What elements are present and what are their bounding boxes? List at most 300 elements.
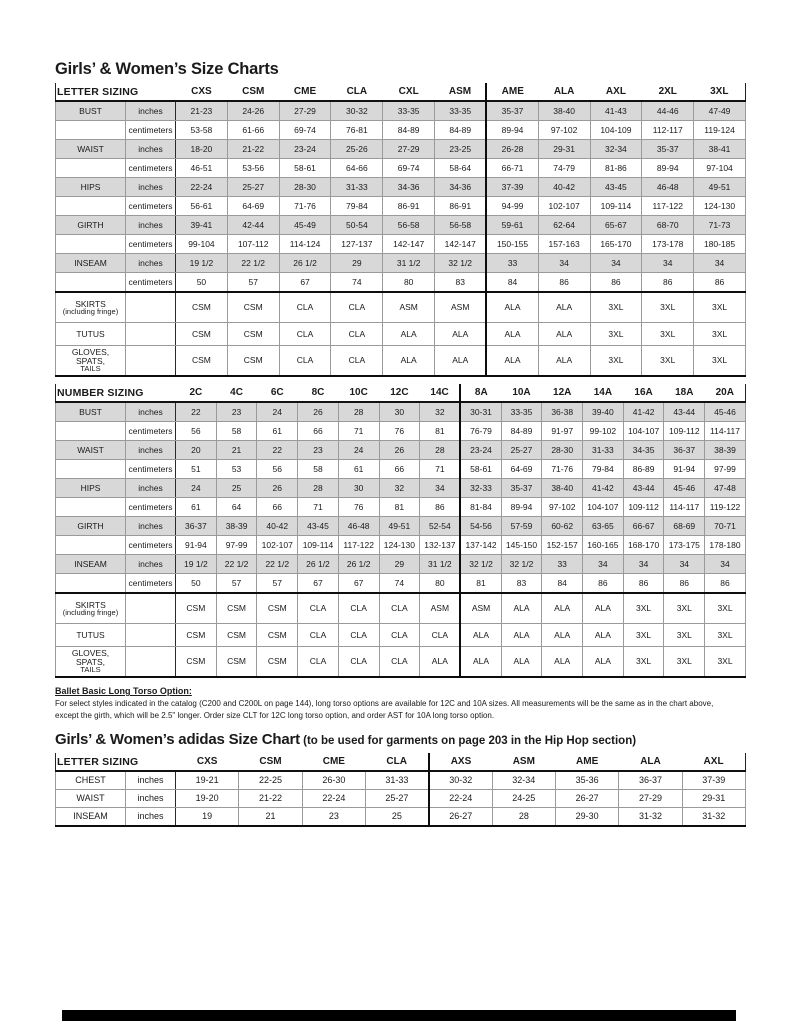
size-cell: 68-69	[664, 517, 705, 536]
unit-label: inches	[126, 790, 176, 808]
size-cell: 173-175	[664, 536, 705, 555]
size-cell: 50-54	[331, 216, 383, 235]
size-cell: 22	[176, 402, 217, 422]
size-cell: ALA	[542, 624, 583, 647]
size-cell: 23-25	[435, 140, 487, 159]
size-cell: 173-178	[642, 235, 694, 254]
size-cell: 28	[420, 441, 461, 460]
size-cell: 43-44	[623, 479, 664, 498]
unit-label	[126, 323, 176, 346]
size-cell: 3XL	[590, 323, 642, 346]
letter-sizing-section	[55, 83, 745, 377]
size-cell: 91-94	[176, 536, 217, 555]
size-cell: 66	[379, 460, 420, 479]
size-cell: CLA	[379, 624, 420, 647]
unit-label: inches	[126, 140, 176, 159]
size-cell: 29	[331, 254, 383, 273]
unit-label: inches	[126, 216, 176, 235]
row-label: WAIST	[56, 140, 126, 159]
size-cell: CSM	[216, 647, 257, 678]
column-header: 6C	[257, 384, 298, 402]
size-cell: 3XL	[642, 323, 694, 346]
size-cell: 37-39	[682, 771, 745, 790]
size-cell: 114-117	[705, 422, 746, 441]
adidas-sizing-table	[55, 753, 746, 827]
size-cell: CLA	[279, 346, 331, 377]
row-label	[56, 460, 126, 479]
size-cell: 32	[420, 402, 461, 422]
size-cell: 74	[379, 574, 420, 594]
size-cell: 31-33	[366, 771, 429, 790]
row-label: SKIRTS (including fringe)	[56, 593, 126, 624]
size-cell: 86-91	[383, 197, 435, 216]
size-cell: 38-40	[542, 479, 583, 498]
size-cell: 21-22	[227, 140, 279, 159]
size-cell: 89-94	[642, 159, 694, 178]
unit-label: centimeters	[126, 273, 176, 293]
unit-label: inches	[126, 101, 176, 121]
size-cell: 53	[216, 460, 257, 479]
column-header: ALA	[619, 753, 682, 771]
size-cell: 66-67	[623, 517, 664, 536]
size-cell: CSM	[227, 292, 279, 323]
size-cell: 56-61	[176, 197, 228, 216]
size-cell: 30-32	[429, 771, 492, 790]
row-label	[56, 536, 126, 555]
row-label: HIPS	[56, 479, 126, 498]
column-header: AME	[555, 753, 618, 771]
row-label	[56, 235, 126, 254]
ballet-long-torso-note	[55, 685, 745, 721]
size-cell: 36-37	[664, 441, 705, 460]
size-cell: CSM	[227, 323, 279, 346]
size-cell: 25-27	[366, 790, 429, 808]
size-cell: 22-24	[429, 790, 492, 808]
size-cell: 23-24	[279, 140, 331, 159]
size-cell: 46-48	[642, 178, 694, 197]
size-cell: 3XL	[705, 647, 746, 678]
size-cell: 56-58	[383, 216, 435, 235]
unit-label	[126, 624, 176, 647]
column-header: CXL	[383, 83, 435, 101]
row-label: INSEAM	[56, 808, 126, 827]
size-cell: 67	[279, 273, 331, 293]
size-cell: 43-45	[590, 178, 642, 197]
row-label: HIPS	[56, 178, 126, 197]
size-cell: 66	[257, 498, 298, 517]
table-header-label: LETTER SIZING	[56, 83, 176, 101]
unit-label: inches	[126, 771, 176, 790]
size-cell: CLA	[338, 593, 379, 624]
size-cell: 26 1/2	[279, 254, 331, 273]
size-cell: CSM	[257, 647, 298, 678]
size-cell: 53-56	[227, 159, 279, 178]
size-cell: 71-76	[542, 460, 583, 479]
size-cell: 150-155	[486, 235, 538, 254]
unit-label: inches	[126, 517, 176, 536]
size-cell: 81	[460, 574, 501, 594]
size-cell: 46-51	[176, 159, 228, 178]
size-cell: CLA	[379, 647, 420, 678]
size-cell: 26-30	[302, 771, 365, 790]
size-cell: 26	[298, 402, 339, 422]
size-cell: 34	[642, 254, 694, 273]
size-cell: CSM	[216, 593, 257, 624]
size-cell: 71	[298, 498, 339, 517]
size-cell: 29-31	[682, 790, 745, 808]
row-label	[56, 422, 126, 441]
size-cell: 83	[501, 574, 542, 594]
size-cell: 86	[694, 273, 746, 293]
column-header: CLA	[366, 753, 429, 771]
size-cell: CLA	[298, 647, 339, 678]
size-cell: 28-30	[279, 178, 331, 197]
size-cell: 57-59	[501, 517, 542, 536]
size-cell: 28	[338, 402, 379, 422]
size-cell: 81-84	[460, 498, 501, 517]
size-cell: 41-42	[583, 479, 624, 498]
size-cell: 34	[420, 479, 461, 498]
size-cell: ALA	[501, 624, 542, 647]
size-cell: 28	[298, 479, 339, 498]
size-cell: 66-71	[486, 159, 538, 178]
size-cell: 109-112	[664, 422, 705, 441]
adidas-sizing-section	[55, 753, 745, 827]
row-sublabel: (including fringe)	[62, 306, 119, 316]
size-cell: ALA	[486, 346, 538, 377]
size-cell: 28	[492, 808, 555, 827]
size-cell: 34	[623, 555, 664, 574]
size-cell: 42-44	[227, 216, 279, 235]
size-cell: 165-170	[590, 235, 642, 254]
size-cell: 89-94	[486, 121, 538, 140]
size-cell: 69-74	[383, 159, 435, 178]
size-cell: 26-27	[429, 808, 492, 827]
size-cell: ALA	[460, 624, 501, 647]
size-cell: 31 1/2	[420, 555, 461, 574]
size-cell: 3XL	[694, 292, 746, 323]
unit-label: inches	[126, 479, 176, 498]
size-cell: 54-56	[460, 517, 501, 536]
size-cell: 34	[583, 555, 624, 574]
size-cell: 76-81	[331, 121, 383, 140]
size-cell: CLA	[420, 624, 461, 647]
size-cell: 124-130	[694, 197, 746, 216]
size-cell: ALA	[538, 323, 590, 346]
size-cell: ALA	[542, 647, 583, 678]
size-cell: 23-24	[460, 441, 501, 460]
size-cell: 142-147	[383, 235, 435, 254]
size-cell: 86-91	[435, 197, 487, 216]
unit-label: centimeters	[126, 460, 176, 479]
row-sublabel: (including fringe)	[62, 607, 119, 617]
size-cell: 71	[338, 422, 379, 441]
size-cell: 70-71	[705, 517, 746, 536]
unit-label: centimeters	[126, 536, 176, 555]
size-cell: 84-89	[383, 121, 435, 140]
size-cell: CLA	[331, 323, 383, 346]
size-cell: 89-94	[501, 498, 542, 517]
size-cell: 3XL	[642, 346, 694, 377]
number-sizing-section	[55, 384, 745, 678]
size-cell: 86	[538, 273, 590, 293]
size-cell: 79-84	[331, 197, 383, 216]
size-cell: 34	[538, 254, 590, 273]
adidas-chart-title-main: Girls’ & Women’s adidas Size Chart	[55, 731, 300, 749]
row-label	[56, 574, 126, 594]
size-cell: 52-54	[420, 517, 461, 536]
size-cell: 33-35	[435, 101, 487, 121]
size-cell: 3XL	[664, 593, 705, 624]
size-cell: 23	[216, 402, 257, 422]
row-label	[56, 159, 126, 178]
table-header-label: LETTER SIZING	[56, 753, 176, 771]
size-cell: 30-32	[331, 101, 383, 121]
unit-label: inches	[126, 441, 176, 460]
size-cell: ALA	[501, 593, 542, 624]
size-cell: ALA	[583, 624, 624, 647]
size-cell: 57	[227, 273, 279, 293]
size-cell: 3XL	[694, 346, 746, 377]
size-cell: 30	[379, 402, 420, 422]
unit-label: centimeters	[126, 235, 176, 254]
size-cell: 21-22	[239, 790, 302, 808]
size-cell: 53-58	[176, 121, 228, 140]
size-cell: 27-29	[279, 101, 331, 121]
column-header: 3XL	[694, 83, 746, 101]
size-cell: 57	[216, 574, 257, 594]
size-cell: 36-38	[542, 402, 583, 422]
size-cell: 41-42	[623, 402, 664, 422]
size-cell: 3XL	[590, 292, 642, 323]
size-cell: 25	[216, 479, 257, 498]
column-header: CXS	[176, 83, 228, 101]
size-cell: ALA	[583, 593, 624, 624]
column-header: 12C	[379, 384, 420, 402]
size-cell: 62-64	[538, 216, 590, 235]
size-cell: ALA	[486, 292, 538, 323]
size-cell: 3XL	[705, 593, 746, 624]
size-cell: 3XL	[623, 624, 664, 647]
size-cell: 81	[379, 498, 420, 517]
size-cell: 99-104	[176, 235, 228, 254]
size-cell: 25-26	[331, 140, 383, 159]
size-cell: 74-79	[538, 159, 590, 178]
size-cell: 58-61	[279, 159, 331, 178]
size-cell: CSM	[176, 346, 228, 377]
unit-label	[126, 346, 176, 377]
size-cell: 35-37	[642, 140, 694, 159]
size-cell: 124-130	[379, 536, 420, 555]
size-cell: 97-99	[705, 460, 746, 479]
size-cell: 31-32	[682, 808, 745, 827]
size-cell: 26 1/2	[298, 555, 339, 574]
size-cell: 65-67	[590, 216, 642, 235]
size-cell: 38-39	[705, 441, 746, 460]
row-label: INSEAM	[56, 555, 126, 574]
size-cell: 19	[176, 808, 239, 827]
size-cell: 119-122	[705, 498, 746, 517]
size-cell: 25-27	[501, 441, 542, 460]
adidas-chart-title-sub: (to be used for garments on page 203 in the Hip Hop section)	[299, 735, 637, 748]
size-cell: 91-97	[542, 422, 583, 441]
size-cell: 56-58	[435, 216, 487, 235]
size-cell: 64	[216, 498, 257, 517]
note-line-1: For select styles indicated in the catalog (C200 and C200L on page 144), long torso options are available for 12C and 10A sizes. All measurements will be the same as in the chart above,	[55, 699, 714, 709]
size-cell: 160-165	[583, 536, 624, 555]
size-cell: 45-46	[705, 402, 746, 422]
row-label: GIRTH	[56, 216, 126, 235]
size-cell: 56	[176, 422, 217, 441]
size-cell: ASM	[435, 292, 487, 323]
size-cell: 117-122	[642, 197, 694, 216]
size-cell: ASM	[383, 292, 435, 323]
column-header: 8A	[460, 384, 501, 402]
column-header: 14A	[583, 384, 624, 402]
unit-label: inches	[126, 555, 176, 574]
row-label	[56, 273, 126, 293]
size-cell: 64-66	[331, 159, 383, 178]
unit-label: inches	[126, 402, 176, 422]
size-cell: 24-25	[492, 790, 555, 808]
size-cell: ALA	[538, 292, 590, 323]
size-cell: 81	[420, 422, 461, 441]
size-cell: ALA	[435, 323, 487, 346]
column-header: AXS	[429, 753, 492, 771]
size-cell: 3XL	[590, 346, 642, 377]
size-cell: 32 1/2	[435, 254, 487, 273]
column-header: ASM	[435, 83, 487, 101]
size-cell: 3XL	[623, 647, 664, 678]
size-cell: CSM	[227, 346, 279, 377]
size-cell: 23	[302, 808, 365, 827]
row-label: GIRTH	[56, 517, 126, 536]
size-cell: ALA	[486, 323, 538, 346]
size-cell: 66	[298, 422, 339, 441]
size-cell: 71-73	[694, 216, 746, 235]
size-cell: 63-65	[583, 517, 624, 536]
size-cell: 58-61	[460, 460, 501, 479]
column-header: 14C	[420, 384, 461, 402]
size-cell: 20	[176, 441, 217, 460]
size-cell: 58	[298, 460, 339, 479]
size-cell: 84-89	[501, 422, 542, 441]
size-cell: ALA	[542, 593, 583, 624]
size-cell: 3XL	[623, 593, 664, 624]
size-cell: 36-37	[619, 771, 682, 790]
size-cell: 32-34	[492, 771, 555, 790]
page-title: Girls’ & Women’s Size Charts	[55, 60, 279, 78]
size-cell: 28-30	[542, 441, 583, 460]
size-cell: 84	[542, 574, 583, 594]
unit-label: inches	[126, 254, 176, 273]
size-cell: 51	[176, 460, 217, 479]
size-cell: CSM	[176, 292, 228, 323]
size-cell: ALA	[501, 647, 542, 678]
unit-label: centimeters	[126, 422, 176, 441]
unit-label	[126, 647, 176, 678]
size-cell: 37-39	[486, 178, 538, 197]
size-cell: CSM	[176, 593, 217, 624]
size-cell: 86	[642, 273, 694, 293]
size-cell: 142-147	[435, 235, 487, 254]
size-cell: 102-107	[538, 197, 590, 216]
column-header: CXS	[176, 753, 239, 771]
row-label: CHEST	[56, 771, 126, 790]
size-cell: 84-89	[435, 121, 487, 140]
size-cell: 21	[216, 441, 257, 460]
size-cell: 44-46	[642, 101, 694, 121]
size-cell: 3XL	[694, 323, 746, 346]
row-label: TUTUS	[56, 624, 126, 647]
unit-label: inches	[126, 808, 176, 827]
size-cell: 91-94	[664, 460, 705, 479]
size-cell: 43-44	[664, 402, 705, 422]
size-cell: 32 1/2	[501, 555, 542, 574]
size-cell: 29	[379, 555, 420, 574]
size-cell: 34-36	[435, 178, 487, 197]
size-cell: 168-170	[623, 536, 664, 555]
size-cell: 68-70	[642, 216, 694, 235]
size-cell: CLA	[298, 593, 339, 624]
size-cell: 109-112	[623, 498, 664, 517]
size-cell: 21-23	[176, 101, 228, 121]
size-cell: 127-137	[331, 235, 383, 254]
size-cell: 86	[590, 273, 642, 293]
size-cell: 24	[338, 441, 379, 460]
size-cell: 50	[176, 574, 217, 594]
size-cell: 21	[239, 808, 302, 827]
column-header: AME	[486, 83, 538, 101]
size-cell: 47-49	[694, 101, 746, 121]
column-header: 20A	[705, 384, 746, 402]
unit-label	[126, 593, 176, 624]
size-cell: 49-51	[379, 517, 420, 536]
column-header: ASM	[492, 753, 555, 771]
size-cell: 35-36	[555, 771, 618, 790]
size-cell: 180-185	[694, 235, 746, 254]
column-header: 18A	[664, 384, 705, 402]
size-cell: 104-107	[583, 498, 624, 517]
size-cell: 114-124	[279, 235, 331, 254]
column-header: CLA	[331, 83, 383, 101]
size-cell: 35-37	[486, 101, 538, 121]
size-cell: 58	[216, 422, 257, 441]
size-cell: ALA	[460, 647, 501, 678]
size-cell: 27-29	[383, 140, 435, 159]
size-cell: 97-102	[542, 498, 583, 517]
size-cell: CLA	[338, 624, 379, 647]
size-cell: 34	[705, 555, 746, 574]
size-cell: 83	[435, 273, 487, 293]
size-cell: 57	[257, 574, 298, 594]
size-cell: 33-35	[383, 101, 435, 121]
size-cell: 38-40	[538, 101, 590, 121]
size-cell: 74	[331, 273, 383, 293]
size-cell: 67	[298, 574, 339, 594]
size-cell: 30-31	[460, 402, 501, 422]
size-cell: 109-114	[590, 197, 642, 216]
size-cell: 97-102	[538, 121, 590, 140]
size-cell: ALA	[538, 346, 590, 377]
size-cell: 26	[257, 479, 298, 498]
size-cell: 86	[420, 498, 461, 517]
size-cell: 27-29	[619, 790, 682, 808]
size-cell: 109-114	[298, 536, 339, 555]
size-cell: 31-33	[583, 441, 624, 460]
size-cell: 3XL	[705, 624, 746, 647]
size-cell: 34-36	[383, 178, 435, 197]
